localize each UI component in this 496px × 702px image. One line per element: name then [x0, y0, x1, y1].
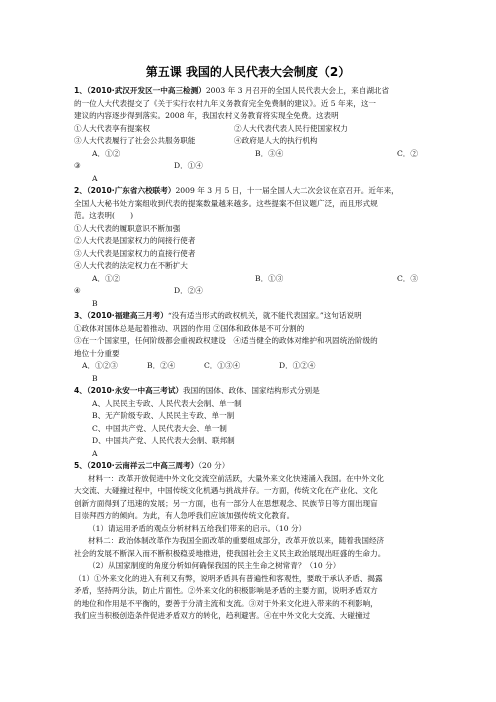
question-2-text-1: 2009 年 3 月 5 日，十一届全国人大二次会议在京召开。近年来，: [175, 186, 399, 195]
material-1-text-1: 材料一：改革开放促进中外文化交流空前活跃，大量外来文化快速涌入我国。在中外文化: [88, 473, 385, 483]
question-4-source: 4、（2010·永安一中高三考试）: [74, 386, 184, 395]
question-2-statement-4: ④人大代表的法定权力在不断扩大: [74, 261, 188, 270]
question-2-answer: B: [92, 298, 98, 308]
answer-text-2: 矛盾，坚持两分法，防止片面性。②外来文化的积极影响是矛盾的主要方面，说明矛盾双方: [74, 586, 378, 595]
question-4-answer: A: [92, 448, 98, 458]
question-2-statement-2: ②人大代表是国家权力的间接行使者: [74, 236, 196, 245]
question-1-choice-b: B．③④: [255, 148, 284, 158]
question-4-choice-d: D、中国共产党、人民代表大会制、联邦制: [92, 436, 235, 445]
question-4-choice-c: C、中国共产党、人民代表大会、单一制: [92, 423, 227, 433]
question-4-line-1: [74, 385, 424, 398]
question-1-statement-4: ④政府是人大的执行机构: [234, 136, 318, 145]
sub-question-1: （1）请运用矛盾的观点分析材料五给我们带来的启示。（10 分）: [88, 523, 307, 533]
answer-text-1: （1）①外来文化的进入有利又有弊，说明矛盾具有普遍性和客观性，要敢于承认矛盾、揭露: [74, 573, 383, 583]
question-2-choice-b: B．①③: [255, 273, 284, 283]
question-1-choices-row-2: [74, 160, 424, 173]
document-body: [74, 85, 424, 623]
question-3-answer: B: [92, 373, 98, 383]
question-1-answer: A: [92, 173, 98, 183]
question-1-statements-row-1: [74, 123, 424, 136]
page-title: 第五课 我国的人民代表大会制度（2）: [145, 65, 351, 79]
question-4-text-1: 我国的国体、政体、国家结构形式分别是: [183, 386, 320, 395]
question-3-choice-b: B．②④: [147, 361, 176, 370]
question-1-text-3: 建议的内容逐步得到落实。2008 年，我国农村义务教育将实现全免费。这表明: [74, 111, 339, 120]
question-3-text-1: “没有适当形式的政权机关，就不能代表国家。”这句话说明: [167, 311, 362, 320]
question-3-text-4: 地位十分重要: [74, 348, 120, 358]
question-1-text-1: 2003 年 3 月召开的全国人民代表大会上，来自湖北省: [205, 86, 390, 95]
question-2-choice-a: A．①②: [92, 273, 121, 283]
question-5-score: （20 分）: [198, 461, 230, 470]
sub-question-2: （2）从国家制度的角度分析如何确保我国的民主生命之树常青？（10 分）: [88, 561, 341, 570]
material-1-text-2: 大交流、大碰撞过程中，中国传统文化机遇与挑战并存。一方面，传统文化在产业化、文化: [74, 486, 378, 495]
material-2-text-2: 社会的发展不断深入而不断积极稳妥地推进，使我国社会主义民主政治展现出旺盛的生命力。: [74, 548, 386, 558]
question-2-choices: [74, 273, 424, 286]
question-1-line-1: [74, 85, 424, 98]
answer-text-4: 我们应当积极创造条件促进矛盾双方的转化，趋利避害。④在中外文化大交流、大碰撞过: [74, 611, 371, 620]
question-1-choices: [74, 148, 424, 161]
question-5-line-1: [74, 460, 424, 473]
material-2-text-1: 材料二：政治体制改革作为我国全面改革的重要组成部分，改革开放以来，随着我国经济: [88, 536, 385, 545]
question-2-statement-1: ①人大代表的履职意识不断加强: [74, 223, 181, 233]
question-4-choice-a: A、人民民主专政、人民代表大会制、单一制: [92, 398, 242, 408]
question-3-line-1: [74, 310, 424, 323]
question-1-statement-3: ③人大代表履行了社会公共服务职能: [74, 136, 196, 145]
question-3-choice-d: D．①②④: [279, 361, 316, 370]
question-2-source: 2、（2010·广东省六校联考）: [74, 186, 176, 195]
material-1-text-4: 目崇拜西方的倾向。为此，有人急呼我们应该加强传统文化教育。: [74, 511, 295, 520]
question-3-text-3: ③在一个国家里，任何阶级都会重视政权建设 ④适当健全的政体对维护和巩固统治阶级的: [74, 336, 378, 345]
question-2-choices-row-2: [74, 285, 424, 298]
question-1-choice-d: D．①④: [174, 161, 203, 170]
question-1-statements-row-2: [74, 135, 424, 148]
question-4-choice-b: B、无产阶级专政、人民民主专政、单一制: [92, 411, 235, 420]
question-1-choice-a: A．①②: [92, 148, 121, 158]
question-1-choice-c-cont: ③: [74, 161, 81, 170]
question-5-source: 5、（2010·云南祥云二中高三周考）: [74, 461, 199, 470]
question-1-choice-c: C．②: [397, 148, 418, 158]
question-1-source: 1、（2010·武汉开发区一中高三检测）: [74, 86, 206, 95]
question-1-statement-1: ①人大代表享有提案权: [74, 123, 150, 133]
question-2-text-3: 范。这表明( ): [74, 211, 134, 220]
question-3-choice-c: C．①③④: [204, 361, 241, 370]
question-1-statement-2: ②人大代表代表人民行使国家权力: [234, 123, 348, 133]
material-1-text-3: 创新方面得到了迅速的发展；另一方面，也有一部分人在思想观念、民族节日等方面出现盲: [74, 498, 378, 508]
question-3-choices: [74, 360, 424, 373]
question-2-text-2: 全国人大秘书处方案组收到代表的提案数量越来越多。这些提案不但议题广泛，而且形式规: [74, 198, 378, 208]
question-2-choice-d: D．②④: [174, 286, 203, 295]
question-2-choice-c: C．③: [397, 273, 418, 283]
question-3-source: 3、（2010·福建高三月考）: [74, 311, 168, 320]
question-3-choice-a: A．①②③: [82, 361, 118, 370]
question-3-text-2: ①政体对国体总是起着推动、巩固的作用 ②国体和政体是不可分割的: [74, 323, 305, 333]
question-2-choice-c-cont: ④: [74, 286, 81, 295]
question-1-text-2: 的一位人大代表提交了《关于实行农村九年义务教育完全免费制的建议》。近 5 年来，这一: [74, 98, 377, 108]
question-2-line-1: [74, 185, 424, 198]
question-2-statement-3: ③人大代表是国家权力的直接行使者: [74, 248, 196, 258]
answer-text-3: 的地位和作用是不平衡的，要善于分清主流和支流。③对于外来文化进入带来的不利影响，: [74, 598, 378, 608]
